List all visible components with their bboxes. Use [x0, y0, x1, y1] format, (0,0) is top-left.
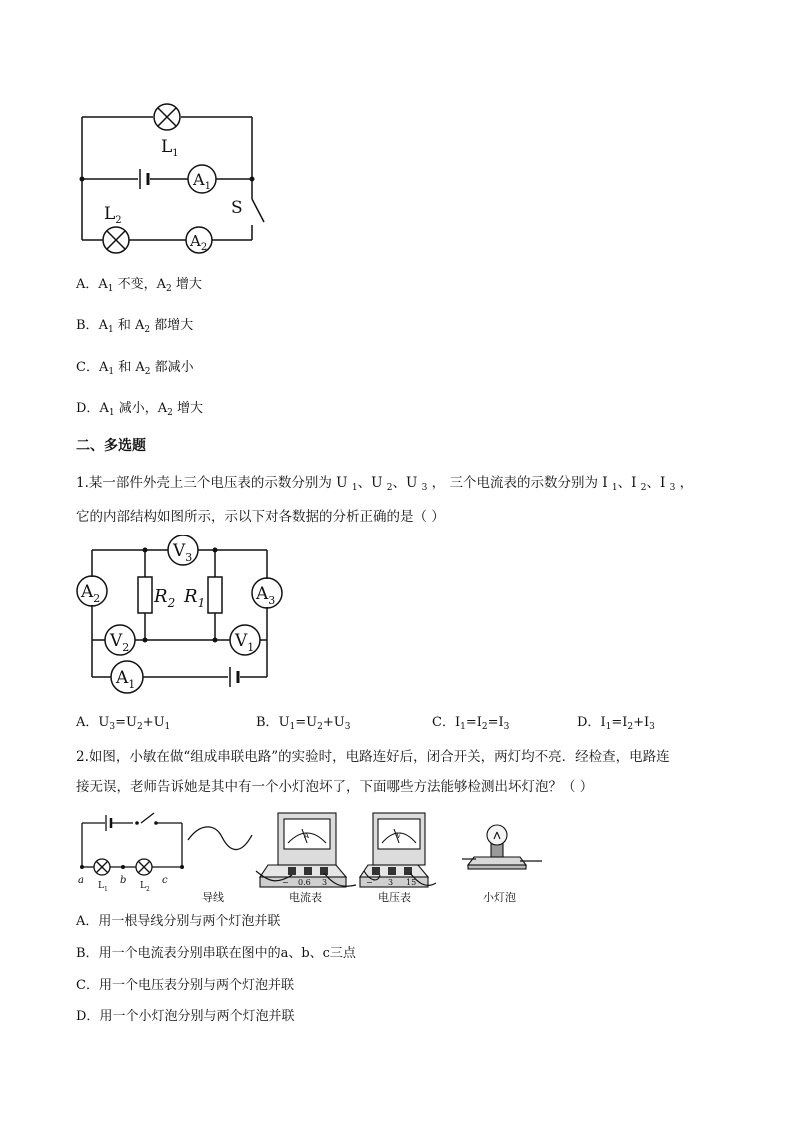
ammeter-a1-label: A: [193, 170, 205, 189]
question-2-line-2: 接无误，老师告诉她是其中有一个小灯泡坏了，下面哪些方法能够检测出坏灯泡？（ ）: [76, 779, 594, 795]
lamp-l2-label: L: [140, 881, 146, 891]
svg-text:15: 15: [406, 878, 417, 887]
resistor-r1-label: R: [184, 586, 198, 607]
svg-text:3: 3: [388, 878, 394, 887]
ammeter-a2-label: A: [81, 582, 94, 602]
svg-text:L1: $L_1$: [161, 137, 179, 159]
q1-option-a: A．$U_3=U_2+U_1$: [76, 715, 171, 732]
experiment-figure-q2: [70, 805, 550, 910]
lamp-l2-label: L: [104, 204, 116, 224]
question-2-line-1: 2.如图，小敏在做“组成串联电路”的实验时，电路连好后，闭合开关，两灯均不亮．经检查，电路连: [76, 749, 670, 765]
svg-text:A3: $A_3$: [256, 584, 276, 607]
svg-text:R2: $R_2$: [154, 586, 176, 610]
resistor-r2-label: R: [154, 586, 168, 607]
option-d: D．$A_1$ 减小，$A_2$ 增大: [76, 401, 203, 418]
svg-text:L2: $L_2$: [104, 204, 122, 226]
switch-s-label: S: [231, 198, 243, 218]
voltmeter-face-letter: V: [396, 832, 402, 840]
point-a-label: a: [78, 875, 84, 886]
voltmeter-v2-label: V: [110, 631, 123, 651]
option-a: A．$A_1$ 不变，$A_2$ 增大: [76, 277, 202, 294]
ammeter-a1-label: A: [116, 668, 129, 688]
option-c: C．$A_1$ 和 $A_2$ 都减小: [76, 360, 194, 377]
svg-text:L1: $L_1$: [98, 881, 108, 893]
q2-option-d: D．用一个小灯泡分别与两个灯泡并联: [76, 1009, 295, 1024]
svg-text:−: −: [282, 878, 289, 887]
question-1-line-2: 它的内部结构如图所示，示以下对各数据的分析正确的是（ ）: [76, 509, 445, 525]
ammeter-a3-label: A: [256, 584, 269, 604]
svg-text:V3: $V_3$: [173, 541, 193, 564]
circuit-figure-q1: [70, 535, 295, 695]
section-heading: 二、多选题: [76, 438, 146, 454]
point-c-label: c: [162, 875, 168, 886]
question-1-line-1: 1.某一部件外壳上三个电压表的示数分别为 U $_1$、U $_2$、U $_3$ ， 三个电流表的示数分别为 I $_1$、I $_2$、I $_3$ ，: [76, 475, 694, 493]
svg-text:A1: $A_1$: [116, 668, 136, 691]
lamp-l1-label: L: [98, 881, 104, 891]
lamp-l1-label: L: [161, 137, 173, 157]
voltmeter-v1-label: V: [235, 631, 248, 651]
q1-option-d: D．$I_1=I_2+I_3$: [577, 715, 655, 732]
svg-text:0.6: 0.6: [298, 878, 311, 887]
q2-option-b: B．用一个电流表分别串联在图中的a、b、c三点: [76, 946, 356, 961]
ammeter-face-letter: A: [304, 832, 310, 840]
bulb-caption: 小灯泡: [483, 891, 516, 904]
svg-text:3: 3: [322, 878, 328, 887]
point-b-label: b: [120, 875, 127, 886]
q2-option-c: C．用一个电压表分别与两个灯泡并联: [76, 978, 294, 993]
svg-text:A1: $A_1$: [193, 170, 211, 192]
wire-caption: 导线: [202, 891, 224, 904]
q1-option-c: C．$I_1=I_2=I_3$: [432, 715, 510, 732]
ammeter-a2-label: A: [190, 232, 201, 250]
q2-option-a: A．用一根导线分别与两个灯泡并联: [76, 914, 281, 929]
svg-text:V1: $V_1$: [235, 631, 255, 654]
svg-text:A2: $A_2$: [81, 582, 101, 605]
svg-text:R1: $R_1$: [184, 586, 206, 610]
svg-text:−: −: [366, 878, 373, 887]
voltmeter-caption: 电压表: [378, 891, 411, 904]
svg-text:V2: $V_2$: [110, 631, 130, 654]
svg-text:A2: $A_2$: [190, 232, 208, 253]
circuit-figure-q-prev: [70, 95, 280, 255]
option-b: B．$A_1$ 和 $A_2$ 都增大: [76, 318, 194, 335]
q1-option-b: B．$U_1=U_2+U_3$: [256, 715, 351, 732]
ammeter-caption: 电流表: [289, 891, 322, 904]
voltmeter-v3-label: V: [173, 541, 186, 561]
svg-text:L2: $L_2$: [140, 881, 150, 893]
